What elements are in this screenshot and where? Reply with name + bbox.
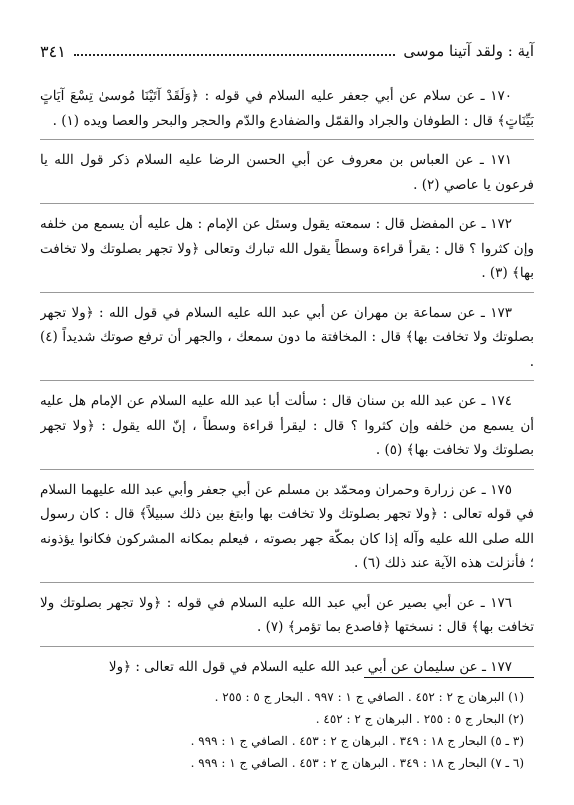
footnote-2: (٢) البحار ج ٥ : ٢٥٥ . البرهان ج ٢ : ٤٥٢ . <box>315 712 524 726</box>
separator-line <box>40 646 534 647</box>
separator-line <box>40 469 534 470</box>
separator-line <box>40 292 534 293</box>
narration-176: ١٧٦ ـ عن أبي بصير عن أبي عبد الله عليه السلام في قوله : ﴿ولا تجهر بصلوتك ولا تخافت بها﴾ قال : نسختها ﴿فاصدع بما تؤمر﴾ (٧) . <box>40 594 534 635</box>
narration-174: ١٧٤ ـ عن عبد الله بن سنان قال : سألت أبا عبد الله عليه السلام عن الإمام هل عليه أن يسمع من خلفه وإن كثروا ؟ قال : ليقرأ قراءة وسطاً ، إنّ الله يقول : ﴿ولا تجهر بصلوتك ولا تخافت بها﴾ (٥) . <box>40 393 534 458</box>
separator-line <box>40 380 534 381</box>
separator-line <box>40 139 534 140</box>
footnote-3-5: (٣ ـ ٥) البحار ج ١٨ : ٣٤٩ . البرهان ج ٢ : ٤٥٣ . الصافي ج ١ : ٩٩٩ . <box>190 734 524 748</box>
narration-177: ١٧٧ ـ عن سليمان عن أبي عبد الله عليه السلام في قول الله تعالى : ﴿ولا <box>108 658 512 675</box>
footnotes <box>40 686 534 774</box>
page-number: ٣٤١ <box>40 41 66 61</box>
narration-175: ١٧٥ ـ عن زرارة وحمران ومحمّد بن مسلم عن أبي جعفر وأبي عبد الله عليهما السلام في قوله تعالى : ﴿ولا تجهر بصلوتك ولا تخافت بها وابتغ بين ذلك سبيلاً﴾ قال : كان رسول الله صلى الله عليه وآله إذا كان بمكّة جهر بصوته ، فيعلم بمكانه المشركون فكانوا يؤذونه ؛ فأنزلت هذه الآية عند ذلك (٦) . <box>40 481 534 571</box>
main-text <box>40 84 534 680</box>
narration-172: ١٧٢ ـ عن المفضل قال : سمعته يقول وسئل عن الإمام : هل عليه أن يسمع من خلفه وإن كثروا ؟ قال : يقرأ قراءة وسطاً يقول الله تبارك وتعالى ﴿ولا تجهر بصلوتك ولا تخافت بها﴾ (٣) . <box>40 216 534 281</box>
header-dot-leader <box>74 53 396 56</box>
separator-line <box>40 203 534 204</box>
running-header <box>40 38 534 64</box>
footnote-1: (١) البرهان ج ٢ : ٤٥٢ . الصافي ج ١ : ٩٩٧ . البحار ج ٥ : ٢٥٥ . <box>214 690 524 704</box>
separator-line <box>40 582 534 583</box>
narration-171: ١٧١ ـ عن العباس بن معروف عن أبي الحسن الرضا عليه السلام ذكر قول الله يا فرعون يا عاصي (٢) . <box>40 152 534 193</box>
narration-170: ١٧٠ ـ عن سلام عن أبي جعفر عليه السلام في قوله : ﴿وَلَقَدْ آتَيْنَا مُوسىٰ تِسْعَ آيَاتٍ بَيِّنَاتٍ﴾ قال : الطوفان والجراد والقمّل والضفادع والدّم والحجر والبحر والعصا ويده (١) . <box>40 88 534 129</box>
narration-173: ١٧٣ ـ عن سماعة بن مهران عن أبي عبد الله عليه السلام في قول الله : ﴿ولا تجهر بصلوتك ولا تخافت بها﴾ قال : المخافتة ما دون سمعك ، والجهر أن ترفع صوتك شديداً (٤) . <box>40 304 534 370</box>
footnote-rule <box>364 677 534 678</box>
header-title: آية : ولقد آتينا موسى <box>403 42 534 60</box>
footnote-6-7: (٦ ـ ٧) البحار ج ١٨ : ٣٤٩ . البرهان ج ٢ : ٤٥٣ . الصافي ج ١ : ٩٩٩ . <box>190 756 524 770</box>
